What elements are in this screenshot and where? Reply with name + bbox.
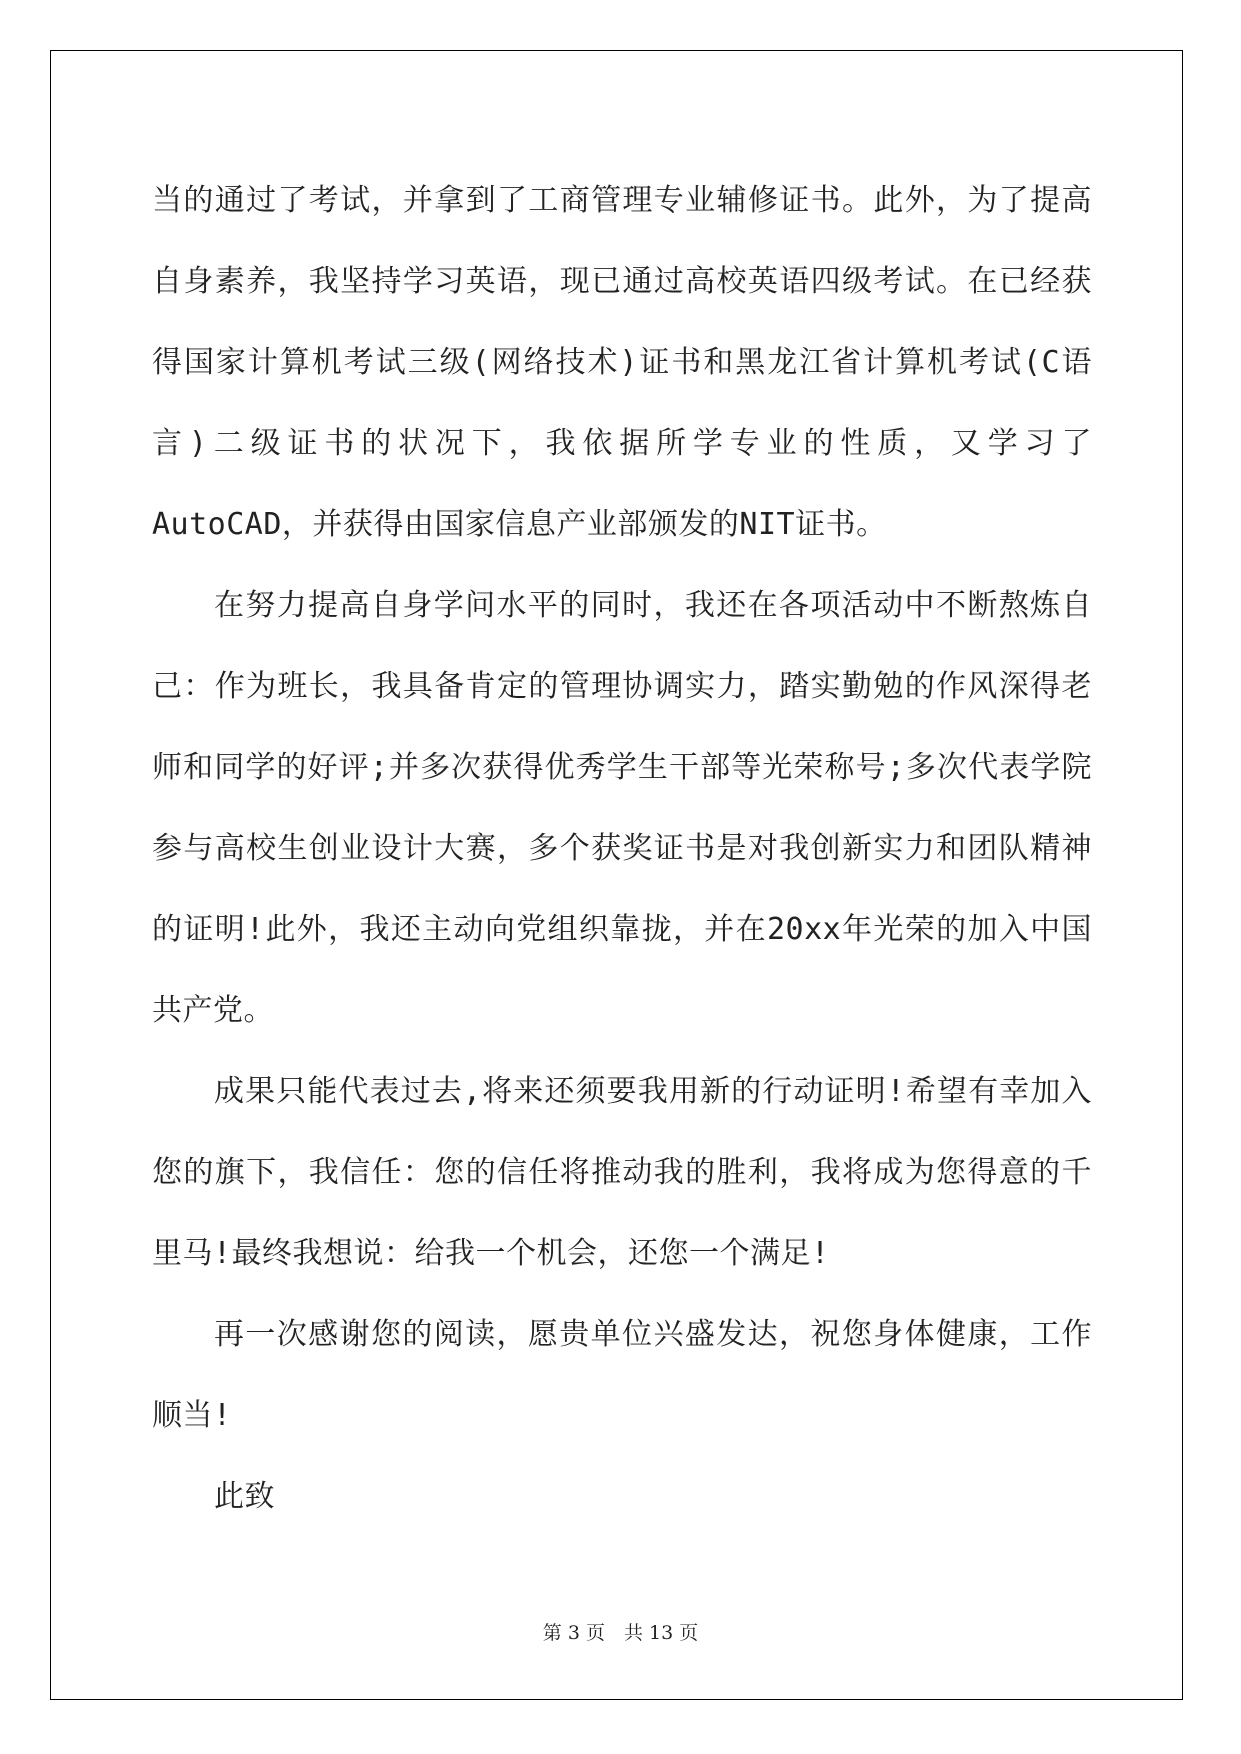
document-body bbox=[152, 160, 1092, 1537]
paragraph-thanks: 再一次感谢您的阅读，愿贵单位兴盛发达，祝您身体健康，工作顺当! bbox=[152, 1317, 1092, 1433]
page-number-footer: 第 3 页 共 13 页 bbox=[542, 1622, 699, 1644]
paragraph-activities: 在努力提高自身学问水平的同时，我还在各项活动中不断熬炼自己：作为班长，我具备肯定的管理协调实力，踏实勤勉的作风深得老师和同学的好评;并多次获得优秀学生干部等光荣称号;多次代表学院参与高校生创业设计大赛，多个获奖证书是对我创新实力和团队精神的证明!此外，我还主动向党组织靠拢，并在20xx年光荣的加入中国共产党。 bbox=[152, 588, 1092, 1028]
paragraph-certificates: 当的通过了考试，并拿到了工商管理专业辅修证书。此外，为了提高自身素养，我坚持学习英语，现已通过高校英语四级考试。在已经获得国家计算机考试三级(网络技术)证书和黑龙江省计算机考试(C语言)二级证书的状况下，我依据所学专业的性质，又学习了AutoCAD，并获得由国家信息产业部颁发的NIT证书。 bbox=[152, 183, 1092, 542]
paragraph-closing: 此致 bbox=[214, 1479, 275, 1514]
paragraph-future: 成果只能代表过去,将来还须要我用新的行动证明!希望有幸加入您的旗下，我信任：您的信任将推动我的胜利，我将成为您得意的千里马!最终我想说：给我一个机会，还您一个满足! bbox=[152, 1074, 1092, 1271]
